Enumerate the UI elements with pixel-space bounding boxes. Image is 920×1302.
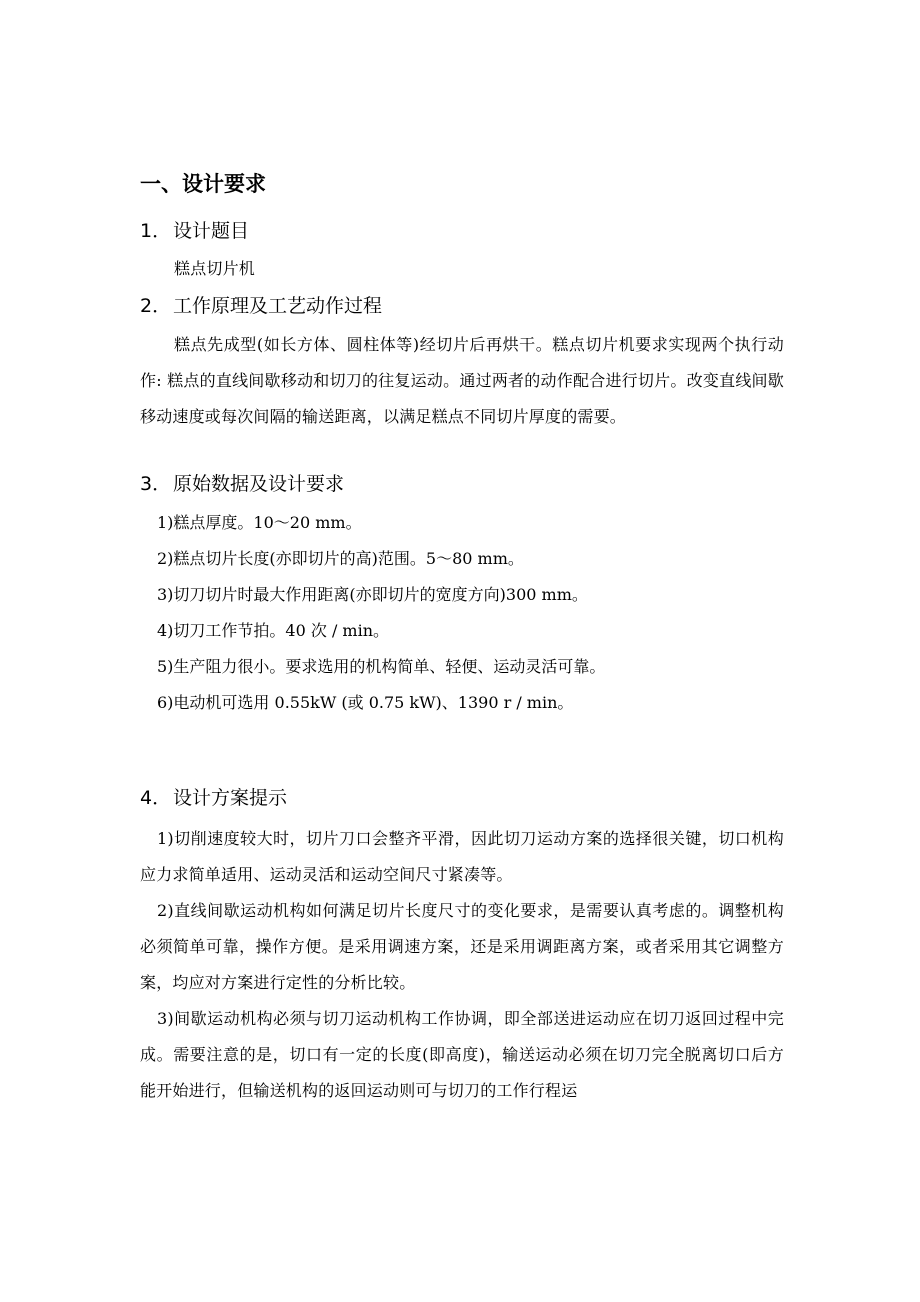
design-topic-text: 糕点切片机 (174, 259, 256, 278)
subheading-design-topic (140, 214, 784, 248)
list-item: 6)电动机可选用 0.55kW (或 0.75 kW)、1390 r / min。 (157, 693, 574, 712)
subheading-title: 工作原理及工艺动作过程 (173, 295, 383, 317)
hint-paragraph: 3)间歇运动机构必须与切刀运动机构工作协调，即全部送进运动应在切刀返回过程中完成。需要注意的是，切口有一定的长度(即高度)，输送运动必须在切刀完全脱离切口后方能开始进行，但输送机构的返回运动则可与切刀的工作行程运 (140, 1009, 784, 1100)
original-data-list (140, 505, 784, 721)
hint-paragraph: 1)切削速度较大时，切片刀口会整齐平滑，因此切刀运动方案的选择很关键，切口机构应力求简单适用、运动灵活和运动空间尺寸紧凑等。 (140, 829, 784, 884)
section-heading-design-requirements: 一、设计要求 (140, 172, 266, 196)
subheading-number: 1． (140, 220, 172, 242)
list-item: 2)糕点切片长度(亦即切片的高)范围。5～80 mm。 (157, 549, 524, 568)
subheading-title: 原始数据及设计要求 (173, 473, 345, 495)
subheading-number: 3． (140, 473, 172, 495)
working-principle-paragraph: 糕点先成型(如长方体、圆柱体等)经切片后再烘干。糕点切片机要求实现两个执行动作: 糕点的直线间歇移动和切刀的往复运动。通过两者的动作配合进行切片。改变直线间歇移动速度或每次间隔的输送距离，以满足糕点不同切片厚度的需要。 (140, 335, 784, 426)
list-item: 5)生产阻力很小。要求选用的机构简单、轻便、运动灵活可靠。 (157, 657, 606, 676)
list-item: 1)糕点厚度。10～20 mm。 (157, 513, 362, 532)
design-hints-paragraphs (140, 821, 784, 1109)
list-item: 3)切刀切片时最大作用距离(亦即切片的宽度方向)300 mm。 (157, 585, 588, 604)
subheading-title: 设计方案提示 (173, 787, 288, 809)
subheading-title: 设计题目 (173, 220, 250, 242)
list-item: 4)切刀工作节拍。40 次 / min。 (157, 621, 390, 640)
subheading-number: 4． (140, 787, 172, 809)
subheading-number: 2． (140, 295, 172, 317)
document-content (140, 166, 784, 1109)
subheading-working-principle (140, 289, 784, 323)
subheading-original-data (140, 467, 784, 501)
subheading-design-hints (140, 781, 784, 815)
hint-paragraph: 2)直线间歇运动机构如何满足切片长度尺寸的变化要求，是需要认真考虑的。调整机构必须简单可靠，操作方便。是采用调速方案，还是采用调距离方案，或者采用其它调整方案，均应对方案进行定性的分析比较。 (140, 901, 784, 992)
